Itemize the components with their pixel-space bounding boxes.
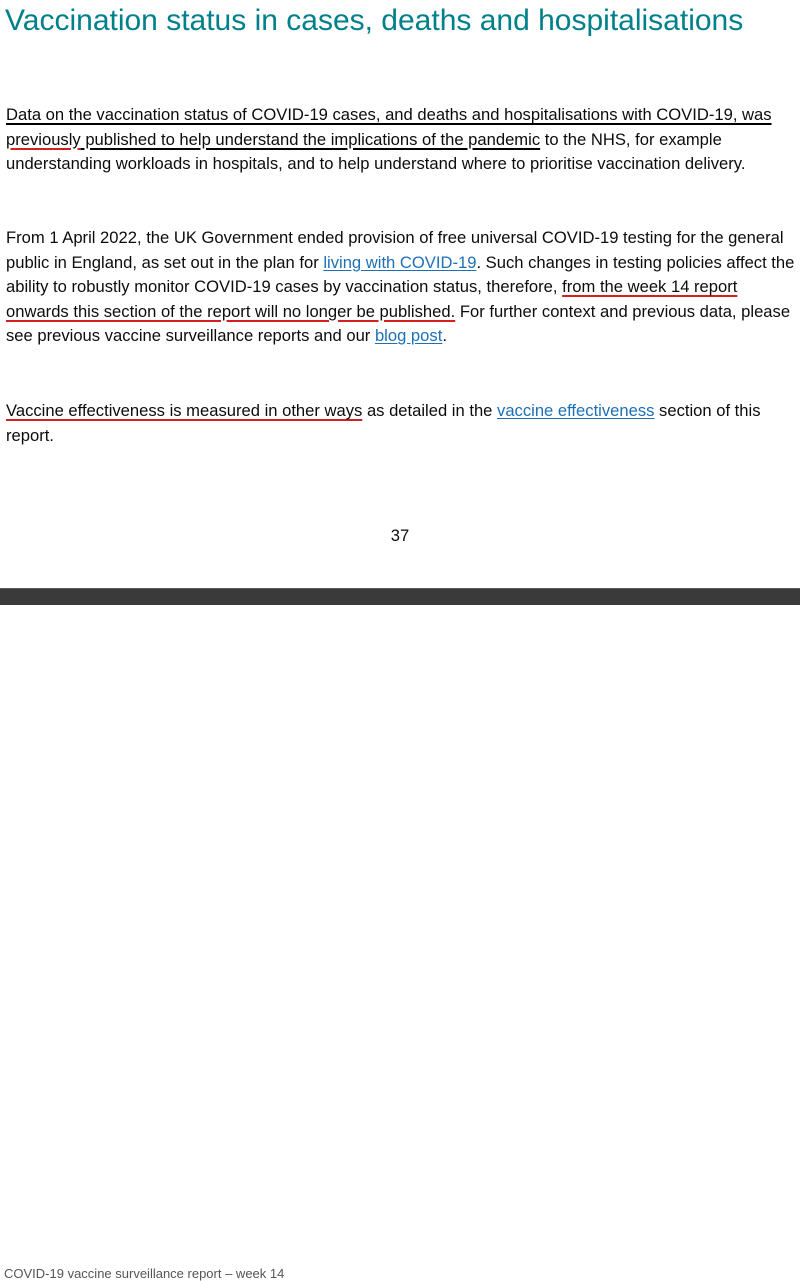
paragraph2-text-a: From 1 April 2022, the UK Government ended provision of free universal COVID-19 testing for the general public in England, as set out in the plan for — [6, 228, 784, 272]
annotated-text-red: from the week 14 report onwards this section of the report will no longer be published. — [6, 277, 738, 321]
paragraph-testing-policy — [6, 226, 796, 349]
vaccine-effectiveness-link[interactable]: vaccine effectiveness — [497, 401, 655, 420]
next-page — [0, 605, 800, 1281]
blog-post-link[interactable]: blog post — [374, 326, 443, 346]
paragraph2-text-c: For further context and previous data, please see previous vaccine surveillance reports and our — [6, 301, 791, 346]
paragraph1-text-c: to the NHS, for example understanding workloads in hospitals, and to help understand where to prioritise vaccination delivery. — [6, 129, 746, 174]
page-number: 37 — [390, 526, 410, 545]
annotated-text-red: previously — [6, 129, 81, 149]
paragraph1-text-b: published to help understand the implications of the pandemic — [80, 129, 541, 149]
paragraph2-text-d: . — [442, 326, 447, 346]
paragraph3-text-a: as detailed in the — [362, 401, 498, 420]
paragraph2-text-b: . Such changes in testing policies affect the ability to robustly monitor COVID-19 cases by vaccination status, therefore, — [6, 252, 795, 297]
paragraph-data-status — [6, 103, 796, 177]
report-footer: COVID-19 vaccine surveillance report – week 14 — [4, 1266, 285, 1281]
paragraph-vaccine-effectiveness — [6, 399, 796, 448]
document-page — [0, 0, 800, 588]
annotated-text-red: Vaccine effectiveness is measured in other ways — [6, 401, 363, 420]
paragraph1-text-a: Data on the vaccination status of COVID-19 cases, and deaths and hospitalisations with COVID-19, was — [6, 105, 772, 124]
living-with-covid-link[interactable]: living with COVID-19 — [323, 252, 477, 272]
section-heading: Vaccination status in cases, deaths and hospitalisations — [5, 4, 744, 37]
page-separator — [0, 588, 800, 606]
paragraph3-text-b: section of this report. — [6, 401, 761, 445]
